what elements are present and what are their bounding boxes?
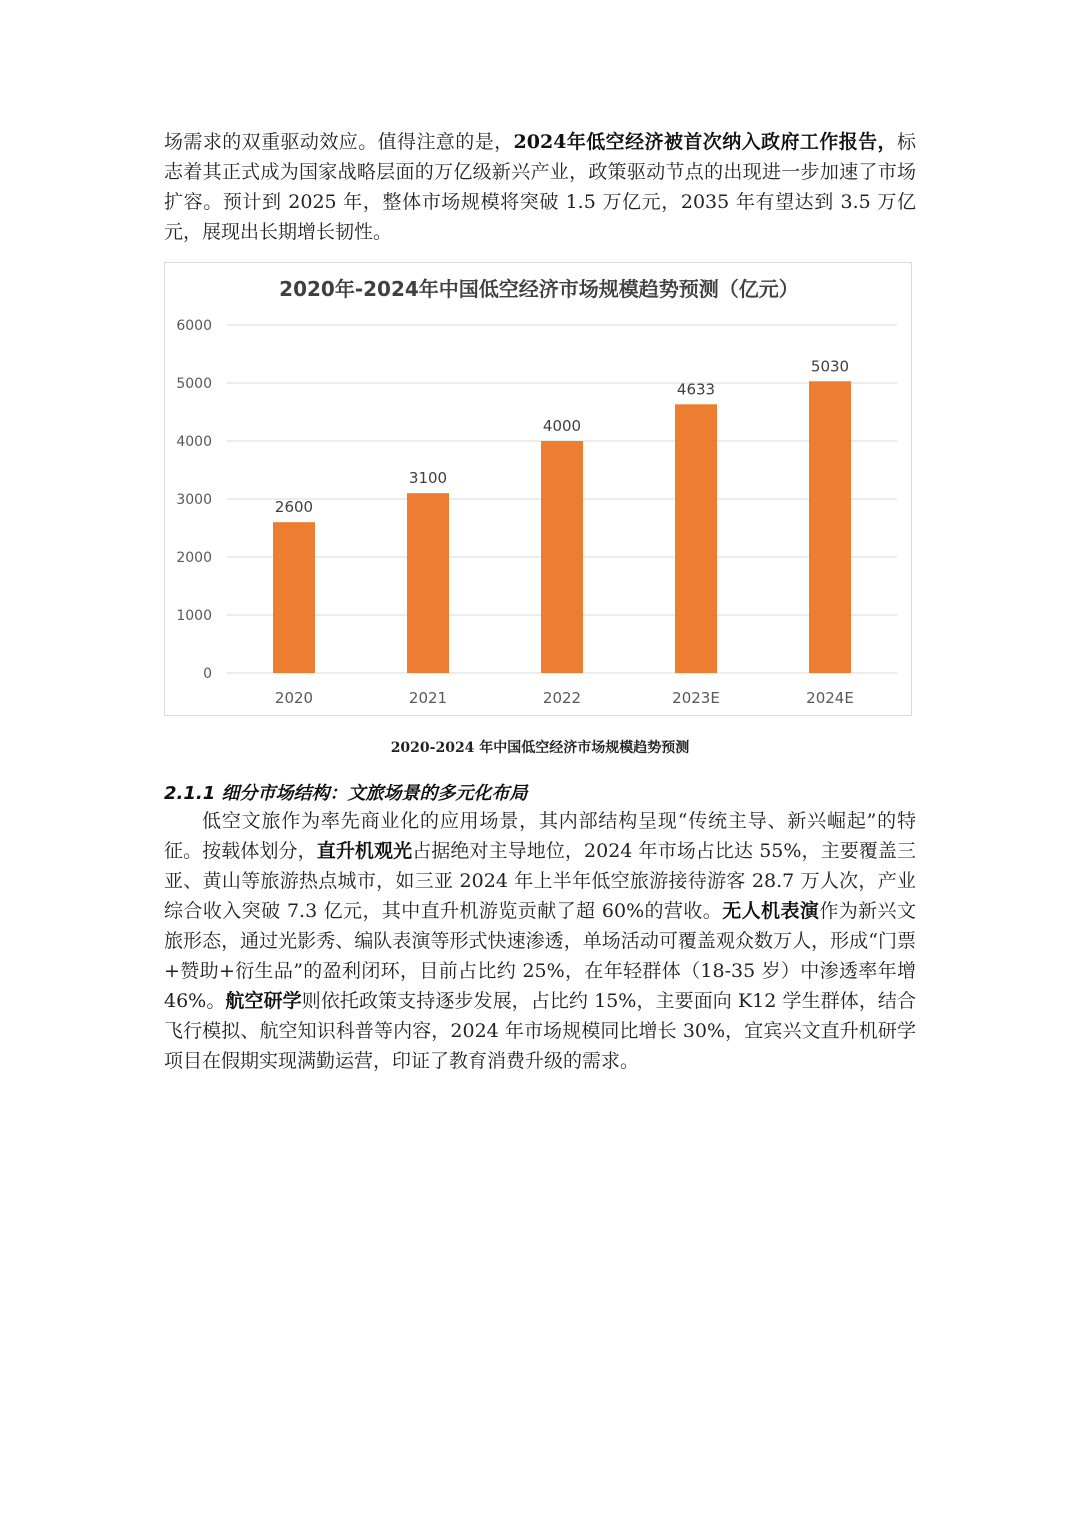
chart-title: 2020年-2024年中国低空经济市场规模趋势预测（亿元） <box>279 277 799 301</box>
paragraph-text: 场需求的双重驱动效应。值得注意的是， <box>164 131 514 153</box>
y-tick-label: 6000 <box>176 318 212 334</box>
y-tick-label: 1000 <box>176 608 212 624</box>
bar <box>675 404 717 673</box>
bar-chart-svg <box>165 263 913 717</box>
emphasis-text: 航空研学 <box>225 990 302 1012</box>
y-tick-label: 4000 <box>176 434 212 450</box>
figure-caption: 2020-2024 年中国低空经济市场规模趋势预测 <box>390 740 690 756</box>
paragraph-text: 低空文旅作为率先商业化的应用场景，其内部结构呈现“传统主导、新兴崛起”的特征。按载体划分， <box>164 810 916 862</box>
y-tick-label: 2000 <box>176 550 212 566</box>
y-tick-label: 3000 <box>176 492 212 508</box>
bar <box>809 381 851 673</box>
bar <box>273 522 315 673</box>
bar <box>541 441 583 673</box>
data-label: 3100 <box>408 469 448 488</box>
emphasis-text: 直升机观光 <box>316 840 413 862</box>
data-label: 4633 <box>676 380 716 399</box>
x-tick-label: 2020 <box>274 689 314 707</box>
x-tick-label: 2024E <box>806 689 854 707</box>
section-heading: 2.1.1 细分市场结构：文旅场景的多元化布局 <box>164 783 528 804</box>
paragraph-text: 则依托政策支持逐步发展，占比约 15%，主要面向 K12 学生群体，结合飞行模拟、航空知识科普等内容，2024 年市场规模同比增长 30%，宜宾兴文直升机研学项目在假期实现满勤运营，印证了教育消费升级的需求。 <box>164 990 916 1072</box>
y-tick-label: 0 <box>203 666 212 682</box>
x-tick-label: 2021 <box>408 689 448 707</box>
body-paragraph-intro <box>164 127 916 247</box>
data-label: 5030 <box>810 357 850 376</box>
paragraph-text: 占据绝对主导地位，2024 年市场占比达 55%，主要覆盖三亚、黄山等旅游热点城市，如三亚 2024 年上半年低空旅游接待游客 28.7 万人次，产业综合收入突破 7.3 亿元，其中直升机游览贡献了超 60%的营收。 <box>164 840 916 922</box>
paragraph-text: 作为新兴文旅形态，通过光影秀、编队表演等形式快速渗透，单场活动可覆盖观众数万人，形成“门票+赞助+衍生品”的盈利闭环，目前占比约 25%，在年轻群体（18-35 岁）中渗透率年增 46%。 <box>164 900 916 1012</box>
data-label: 2600 <box>274 498 314 517</box>
bar <box>407 493 449 673</box>
emphasis-text: 无人机表演 <box>722 900 820 922</box>
bar-chart <box>164 262 912 716</box>
paragraph-text: 标志着其正式成为国家战略层面的万亿级新兴产业，政策驱动节点的出现进一步加速了市场扩容。预计到 2025 年，整体市场规模将突破 1.5 万亿元，2035 年有望达到 3.5 万亿元，展现出长期增长韧性。 <box>164 131 916 243</box>
data-label: 4000 <box>542 417 582 435</box>
x-tick-label: 2023E <box>672 689 720 707</box>
y-tick-label: 5000 <box>176 376 212 392</box>
body-paragraph-segments <box>164 806 916 1076</box>
emphasis-text: 2024年低空经济被首次纳入政府工作报告， <box>513 131 897 153</box>
x-tick-label: 2022 <box>542 689 582 707</box>
